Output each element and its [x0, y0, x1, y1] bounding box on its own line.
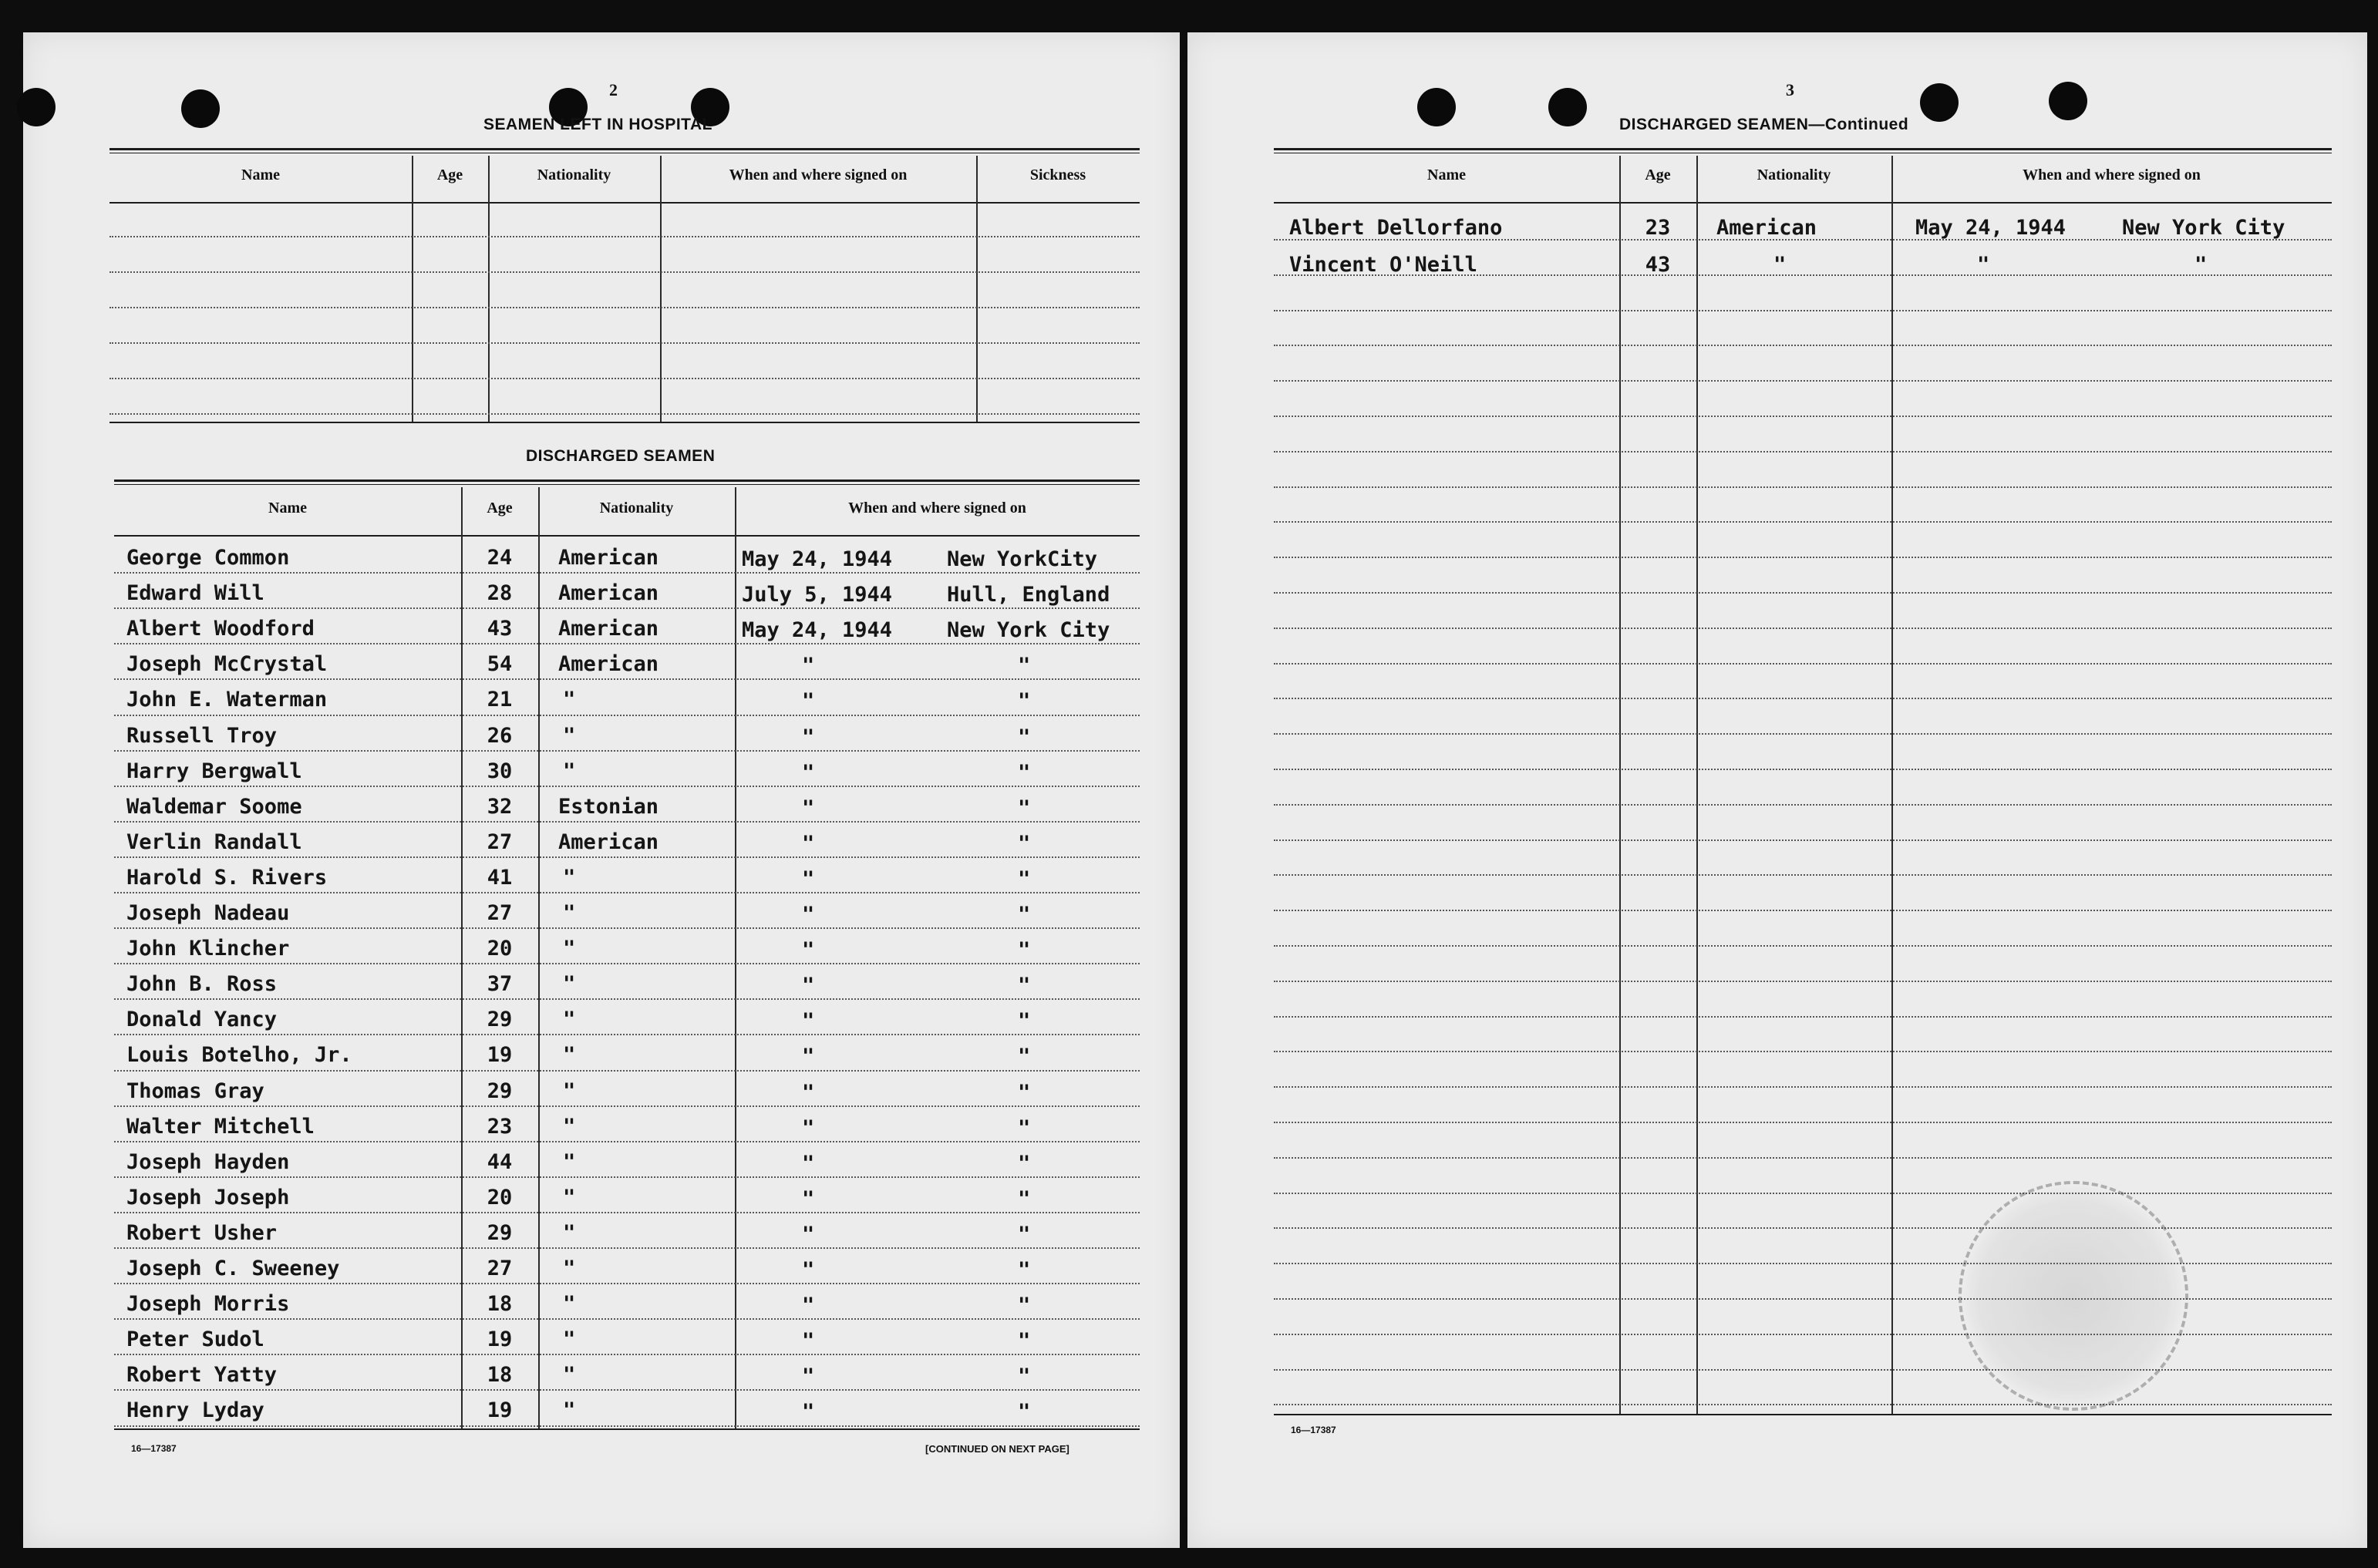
seaman-nationality: " [563, 1327, 576, 1352]
hospital-column-header: Age [436, 167, 463, 183]
signed-on-date: May 24, 1944 [742, 618, 893, 643]
signed-on-place: New YorkCity [947, 547, 1098, 571]
form-number: 16—17387 [131, 1443, 177, 1454]
seaman-age: 18 [487, 1363, 513, 1388]
signed-on-date: " [802, 903, 815, 927]
signed-on-place: " [1018, 938, 1031, 963]
signed-on-place: " [1018, 1009, 1031, 1034]
seaman-nationality: " [563, 1008, 576, 1032]
seaman-nationality: " [563, 865, 576, 890]
signed-on-date: " [802, 689, 815, 714]
seaman-age: 30 [487, 759, 513, 783]
seaman-age: 29 [487, 1008, 513, 1032]
continued-section-title: DISCHARGED SEAMEN—Continued [1619, 116, 1909, 133]
signed-on-date: " [802, 831, 815, 856]
seaman-age: 54 [487, 652, 513, 677]
signed-on-date: " [802, 725, 815, 749]
punch-hole-icon [1548, 88, 1587, 126]
signed-on-date: " [802, 1222, 815, 1247]
signed-on-date: " [802, 866, 815, 891]
official-stamp [1959, 1181, 2188, 1411]
signed-on-date: " [802, 1080, 815, 1105]
signed-on-date: " [802, 1400, 815, 1425]
seaman-age: 27 [487, 1257, 513, 1280]
seaman-nationality: " [1773, 253, 1787, 277]
seaman-name: John B. Ross [126, 972, 278, 997]
seaman-name: Joseph McCrystal [126, 652, 328, 677]
seaman-name: Albert Woodford [126, 617, 315, 641]
seaman-age: 19 [487, 1398, 513, 1423]
signed-on-place: " [1018, 1400, 1031, 1425]
signed-on-date: " [802, 1258, 815, 1282]
continued-column-header: Age [1645, 167, 1671, 183]
seaman-nationality: " [563, 1149, 576, 1174]
hospital-column-header: Nationality [537, 167, 611, 183]
seaman-nationality: " [563, 1292, 576, 1317]
hospital-column-header: Sickness [1029, 167, 1086, 183]
signed-on-place: " [2194, 253, 2208, 277]
signed-on-date: " [802, 974, 815, 998]
signed-on-place: " [1018, 689, 1031, 714]
seaman-name: Harold S. Rivers [126, 865, 328, 890]
seaman-nationality: " [563, 688, 576, 712]
seaman-age: 29 [487, 1220, 513, 1245]
signed-on-date: " [802, 654, 815, 678]
seaman-age: 43 [1645, 253, 1671, 277]
seaman-nationality: " [563, 1043, 576, 1068]
signed-on-date: " [1977, 253, 1990, 277]
seaman-nationality: " [563, 1220, 576, 1245]
seaman-nationality: " [563, 1114, 576, 1139]
seaman-name: Robert Usher [126, 1220, 278, 1245]
seaman-name: Joseph Hayden [126, 1149, 290, 1174]
signed-on-place: " [1018, 1115, 1031, 1140]
signed-on-place: " [1018, 866, 1031, 891]
signed-on-date: July 5, 1944 [742, 583, 893, 607]
seaman-nationality: American [558, 581, 659, 606]
seaman-name: Albert Dellorfano [1289, 216, 1503, 240]
signed-on-date: " [802, 1045, 815, 1069]
seaman-age: 29 [487, 1078, 513, 1103]
seaman-age: 26 [487, 723, 513, 748]
signed-on-place: " [1018, 831, 1031, 856]
seaman-age: 20 [487, 1185, 513, 1210]
seaman-age: 24 [487, 546, 513, 570]
signed-on-place: New York City [947, 618, 1110, 643]
seaman-name: John E. Waterman [126, 688, 328, 712]
signed-on-place: " [1018, 1294, 1031, 1318]
signed-on-place: " [1018, 796, 1031, 820]
seaman-age: 23 [1645, 216, 1671, 240]
punch-hole-icon [1417, 88, 1456, 126]
seaman-name: Peter Sudol [126, 1327, 264, 1352]
left-page [23, 32, 1180, 1548]
seaman-name: Waldemar Soome [126, 794, 302, 819]
seaman-name: Donald Yancy [126, 1008, 278, 1032]
form-number: 16—17387 [1291, 1425, 1336, 1435]
punch-hole-icon [1920, 83, 1959, 122]
punch-hole-icon [17, 88, 56, 126]
seaman-age: 37 [487, 972, 513, 997]
signed-on-place: " [1018, 1045, 1031, 1069]
seaman-age: 41 [487, 865, 513, 890]
seaman-name: Joseph Joseph [126, 1185, 290, 1210]
signed-on-place: " [1018, 1186, 1031, 1211]
page-number: 2 [609, 80, 618, 99]
seaman-age: 19 [487, 1043, 513, 1068]
seaman-name: Henry Lyday [126, 1398, 264, 1423]
seaman-age: 21 [487, 688, 513, 712]
seaman-nationality: American [558, 829, 659, 854]
seaman-nationality: American [558, 546, 659, 570]
signed-on-place: " [1018, 760, 1031, 785]
seaman-age: 27 [487, 829, 513, 854]
signed-on-date: " [802, 1364, 815, 1389]
seaman-nationality: " [563, 1398, 576, 1423]
seaman-nationality: " [563, 1257, 576, 1280]
seaman-nationality: " [563, 1363, 576, 1388]
seaman-nationality: " [563, 972, 576, 997]
signed-on-place: " [1018, 1258, 1031, 1282]
page-number: 3 [1786, 80, 1794, 99]
discharged-column-header: When and where signed on [848, 500, 1026, 516]
seaman-age: 20 [487, 937, 513, 961]
seaman-nationality: American [558, 652, 659, 677]
seaman-name: Harry Bergwall [126, 759, 302, 783]
signed-on-date: May 24, 1944 [1915, 216, 2066, 240]
seaman-nationality: American [1716, 216, 1817, 240]
signed-on-place: " [1018, 1080, 1031, 1105]
seaman-nationality: " [563, 1185, 576, 1210]
seaman-nationality: " [563, 759, 576, 783]
signed-on-place: New York City [2122, 216, 2285, 240]
seaman-name: John Klincher [126, 937, 290, 961]
signed-on-date: " [802, 1329, 815, 1354]
seaman-name: Verlin Randall [126, 829, 302, 854]
seaman-age: 27 [487, 901, 513, 925]
seaman-name: Joseph C. Sweeney [126, 1257, 340, 1280]
signed-on-date: " [802, 1009, 815, 1034]
signed-on-place: " [1018, 654, 1031, 678]
seaman-nationality: " [563, 937, 576, 961]
signed-on-place: Hull, England [947, 583, 1110, 607]
seaman-name: Thomas Gray [126, 1078, 264, 1103]
seaman-nationality: American [558, 617, 659, 641]
seaman-age: 23 [487, 1114, 513, 1139]
seaman-age: 32 [487, 794, 513, 819]
discharged-column-header: Nationality [599, 500, 674, 516]
seaman-name: Robert Yatty [126, 1363, 278, 1388]
seaman-age: 19 [487, 1327, 513, 1352]
punch-hole-icon [181, 89, 220, 128]
signed-on-date: " [802, 1115, 815, 1140]
hospital-column-header: Name [241, 167, 280, 183]
seaman-name: Edward Will [126, 581, 264, 606]
signed-on-place: " [1018, 1151, 1031, 1176]
signed-on-date: " [802, 1151, 815, 1176]
hospital-section-title: SEAMEN LEFT IN HOSPITAL [483, 116, 712, 133]
signed-on-date: " [802, 796, 815, 820]
discharged-column-header: Age [487, 500, 513, 516]
signed-on-place: " [1018, 1364, 1031, 1389]
seaman-name: Russell Troy [126, 723, 278, 748]
seaman-name: Joseph Morris [126, 1292, 290, 1317]
seaman-age: 18 [487, 1292, 513, 1317]
seaman-nationality: " [563, 1078, 576, 1103]
seaman-nationality: Estonian [558, 794, 659, 819]
discharged-section-title: DISCHARGED SEAMEN [526, 447, 716, 465]
seaman-age: 43 [487, 617, 513, 641]
seaman-name: Louis Botelho, Jr. [126, 1043, 352, 1068]
seaman-age: 44 [487, 1149, 513, 1174]
signed-on-place: " [1018, 903, 1031, 927]
seaman-name: Vincent O'Neill [1289, 253, 1477, 277]
seaman-name: Walter Mitchell [126, 1114, 315, 1139]
signed-on-date: May 24, 1944 [742, 547, 893, 571]
signed-on-date: " [802, 1186, 815, 1211]
signed-on-date: " [802, 938, 815, 963]
punch-hole-icon [2049, 82, 2087, 120]
seaman-age: 28 [487, 581, 513, 606]
seaman-name: George Common [126, 546, 290, 570]
signed-on-place: " [1018, 1222, 1031, 1247]
seaman-nationality: " [563, 723, 576, 748]
continued-column-header: When and where signed on [2023, 167, 2201, 183]
signed-on-place: " [1018, 725, 1031, 749]
signed-on-date: " [802, 1294, 815, 1318]
continued-note: [CONTINUED ON NEXT PAGE] [925, 1443, 1069, 1455]
signed-on-place: " [1018, 974, 1031, 998]
seaman-nationality: " [563, 901, 576, 925]
discharged-column-header: Name [268, 500, 307, 516]
signed-on-place: " [1018, 1329, 1031, 1354]
continued-column-header: Name [1427, 167, 1466, 183]
right-page [1187, 32, 2367, 1548]
seaman-name: Joseph Nadeau [126, 901, 290, 925]
hospital-column-header: When and where signed on [729, 167, 908, 183]
continued-column-header: Nationality [1757, 167, 1831, 183]
signed-on-date: " [802, 760, 815, 785]
